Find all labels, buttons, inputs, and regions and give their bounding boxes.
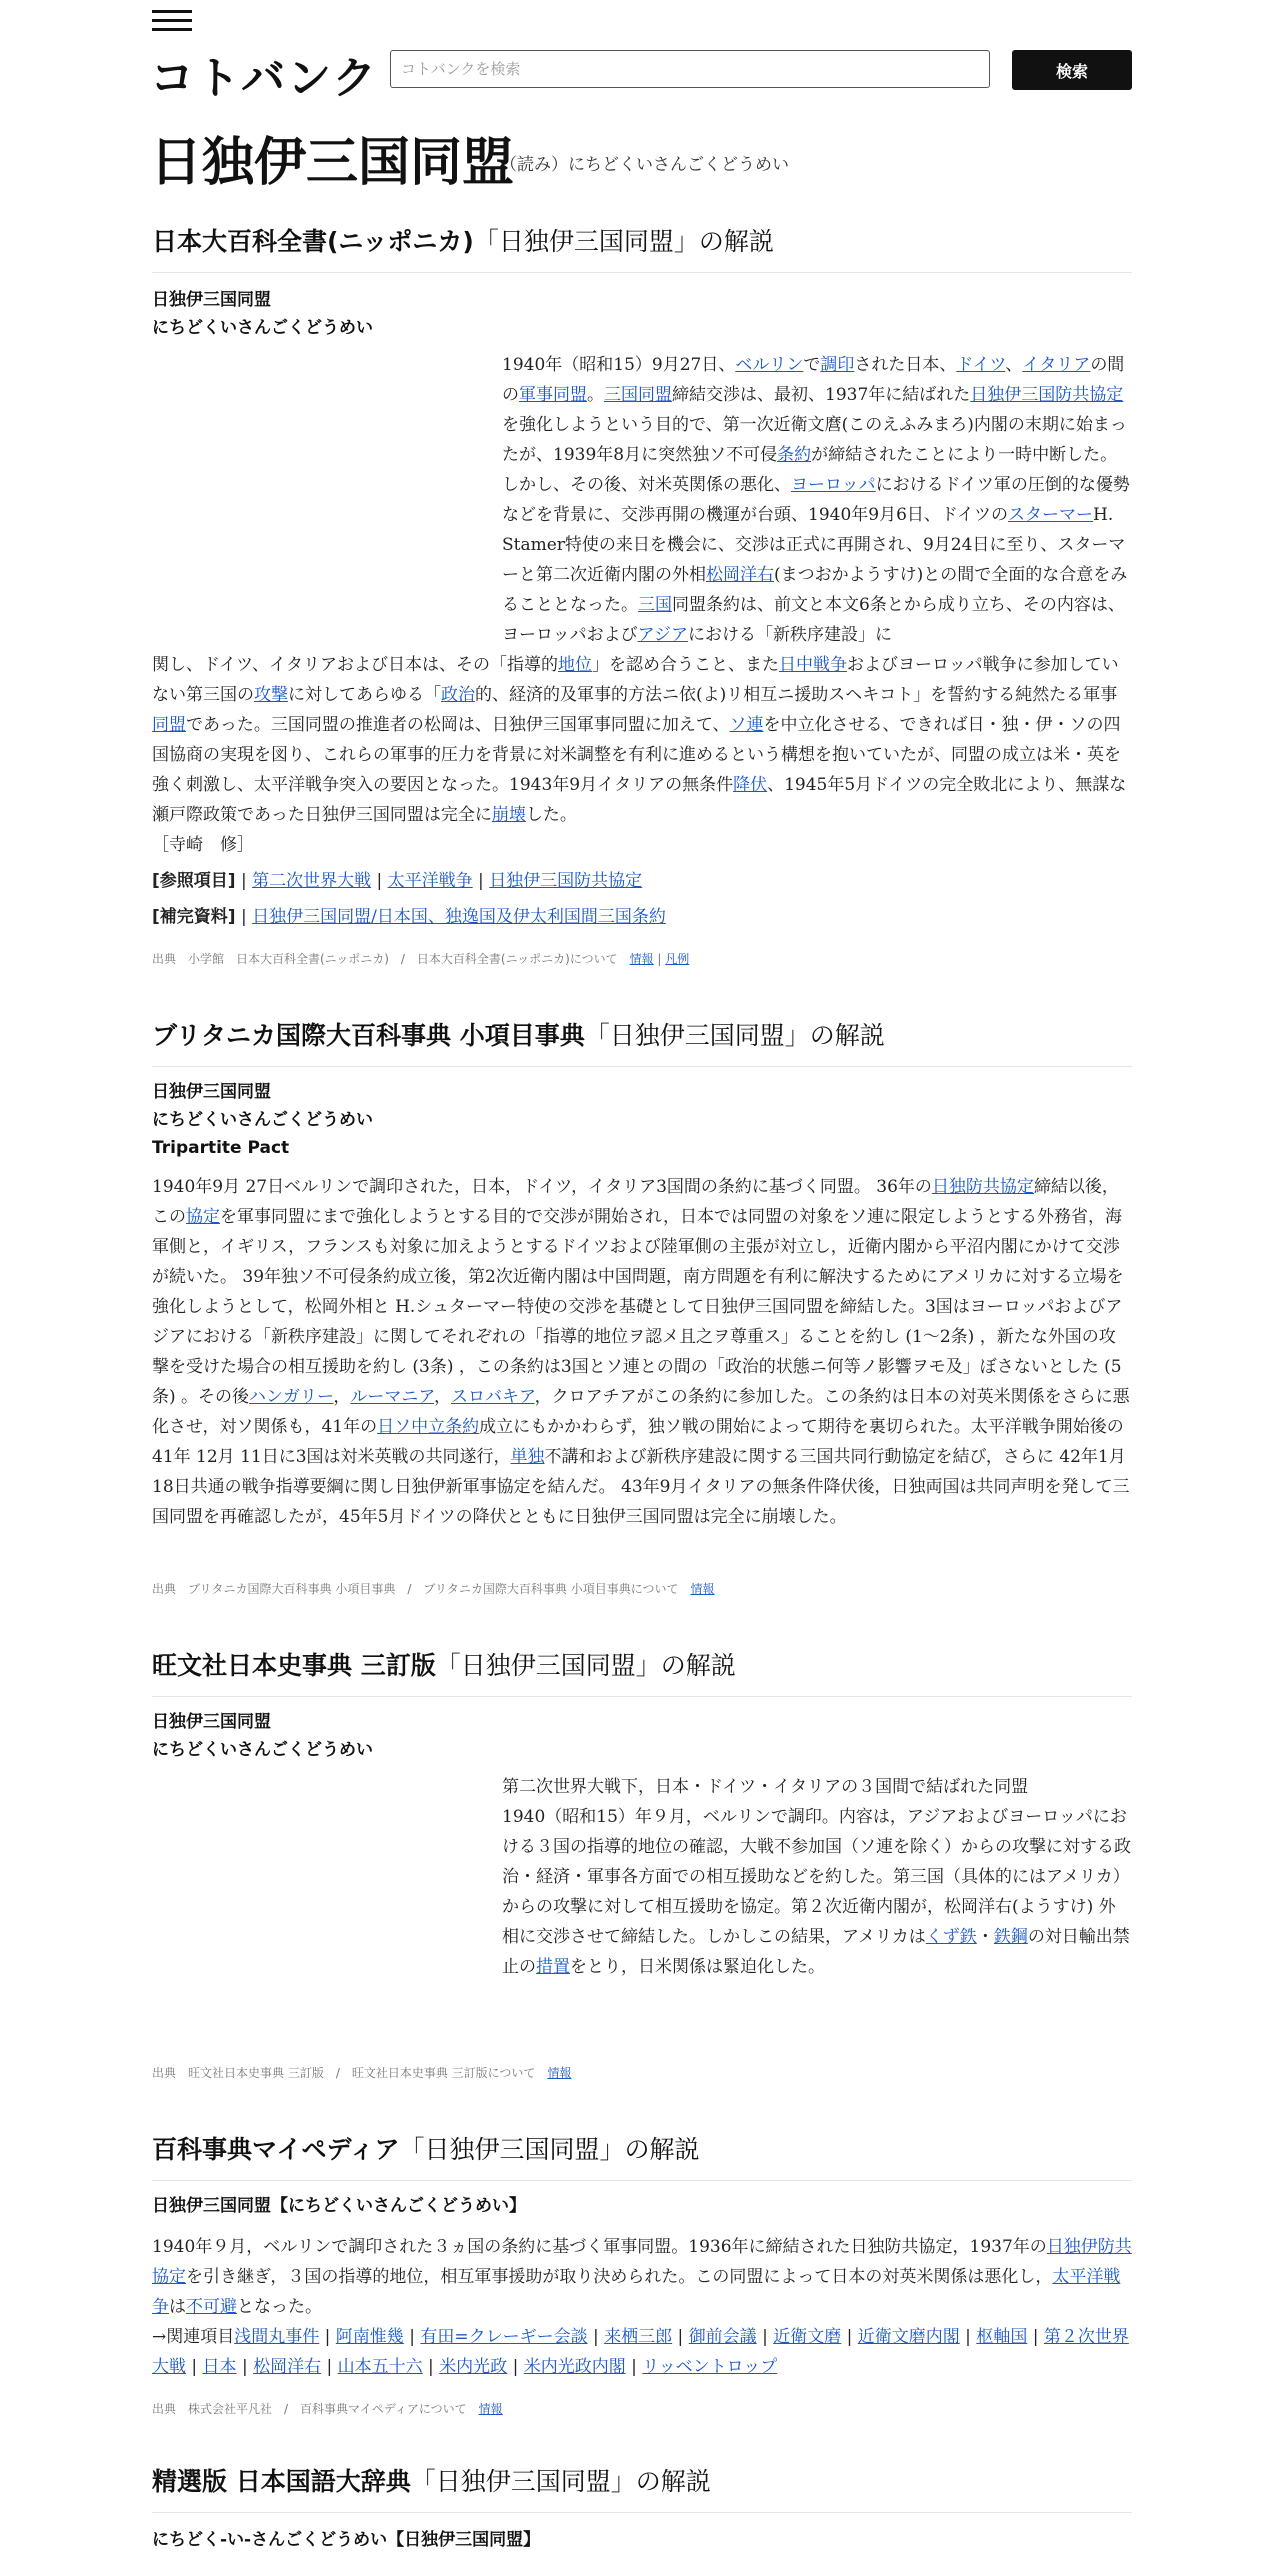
reference-items: [参照項目] | 第二次世界大戦 | 太平洋戦争 | 日独伊三国防共協定	[152, 871, 643, 891]
inline-term-link[interactable]: 米内光政	[439, 2357, 508, 2377]
search-button[interactable]: 検索	[1012, 50, 1132, 90]
inline-term-link[interactable]: ハンガリー	[249, 1387, 334, 1407]
source-line: 出典 旺文社日本史事典 三訂版 / 旺文社日本史事典 三訂版について 情報	[152, 2066, 572, 2080]
source-info-link[interactable]: 情報	[690, 1582, 715, 1596]
article-body: 第二次世界大戦下，日本・ドイツ・イタリアの３国間で結ばれた同盟 1940（昭和15）年９月，ベルリンで調印。内容は，アジアおよびヨーロッパにおける３国の指導的地位の確認，大戦不参加国（ソ連を除く）からの攻撃に対する政治・経済・軍事各方面での相互援助などを約した。第三国（具体的にはアメリカ）からの攻撃に対して相互援助を協定。第２次近衛内閣が，松岡洋右(ようすけ) 外相に交渉させて締結した。しかしこの結果，アメリカはくず鉄・鉄鋼の対日輸出禁止の措置をとり，日米関係は緊迫化した。	[502, 1777, 1131, 1977]
source-line: 出典 小学館 日本大百科全書(ニッポニカ) / 日本大百科全書(ニッポニカ)について 情報 | 凡例	[152, 952, 690, 966]
inline-term-link[interactable]: ソ連	[729, 715, 764, 735]
term-heading: 日独伊三国同盟 にちどくいさんごくどうめい	[152, 1712, 373, 1760]
menu-icon[interactable]	[152, 10, 192, 32]
section-heading-nipponica: 日本大百科全書(ニッポニカ)「日独伊三国同盟」の解説	[152, 222, 1132, 273]
source-info-link[interactable]: 情報	[547, 2066, 572, 2080]
ref-link[interactable]: 日独伊三国防共協定	[489, 871, 643, 891]
inline-term-link[interactable]: 政治	[441, 685, 475, 705]
inline-term-link[interactable]: 松岡洋右	[253, 2357, 322, 2377]
inline-term-link[interactable]: 日独伊三国防共協定	[970, 385, 1124, 405]
source-line: 出典 ブリタニカ国際大百科事典 小項目事典 / ブリタニカ国際大百科事典 小項目事典について 情報	[152, 1582, 715, 1596]
inline-term-link[interactable]: くず鉄	[925, 1927, 977, 1947]
inline-term-link[interactable]: 日本	[202, 2357, 237, 2377]
inline-term-link[interactable]: 日中戦争	[778, 655, 847, 675]
source-info-link[interactable]: 情報	[478, 2402, 503, 2416]
inline-term-link[interactable]: 単独	[510, 1447, 545, 1467]
inline-term-link[interactable]: 三国	[638, 595, 672, 615]
source-info-link[interactable]: 情報	[629, 952, 654, 966]
section-heading-obunsha: 旺文社日本史事典 三訂版「日独伊三国同盟」の解説	[152, 1646, 1132, 1697]
inline-term-link[interactable]: スターマー	[1008, 505, 1094, 525]
inline-term-link[interactable]: 三国同盟	[604, 385, 672, 405]
section-heading-nikkoku: 精選版 日本国語大辞典「日独伊三国同盟」の解説	[152, 2462, 1132, 2513]
inline-term-link[interactable]: 太平洋戦争	[152, 2267, 1121, 2317]
inline-term-link[interactable]: 同盟	[152, 715, 186, 735]
sup-link[interactable]: 日独伊三国同盟/日本国、独逸国及伊太利国間三国条約	[252, 907, 666, 927]
inline-term-link[interactable]: 攻撃	[254, 685, 288, 705]
inline-term-link[interactable]: ルーマニア	[350, 1387, 435, 1407]
inline-term-link[interactable]: リッベントロップ	[642, 2357, 778, 2377]
inline-term-link[interactable]: イタリア	[1022, 355, 1091, 375]
supplementary-items: [補完資料] | 日独伊三国同盟/日本国、独逸国及伊太利国間三国条約	[152, 907, 666, 927]
inline-term-link[interactable]: 崩壊	[491, 805, 526, 825]
inline-term-link[interactable]: 協定	[186, 1207, 220, 1227]
site-logo[interactable]: コトバンク	[150, 53, 379, 104]
inline-term-link[interactable]: 鉄鋼	[993, 1927, 1028, 1947]
term-heading: にちどく‐い‐さんごくどうめい【日独伊三国同盟】	[152, 2530, 541, 2550]
ref-link[interactable]: 太平洋戦争	[387, 871, 473, 891]
inline-term-link[interactable]: 近衛文磨	[773, 2327, 842, 2347]
inline-term-link[interactable]: 不可避	[186, 2297, 237, 2317]
inline-term-link[interactable]: 日独伊防共協定	[152, 2237, 1132, 2287]
inline-term-link[interactable]: 措置	[536, 1957, 570, 1977]
inline-term-link[interactable]: 調印	[820, 355, 855, 375]
inline-term-link[interactable]: 地位	[557, 655, 592, 675]
page-title: 日独伊三国同盟	[150, 133, 515, 193]
inline-term-link[interactable]: 浅間丸事件	[234, 2327, 320, 2347]
inline-term-link[interactable]: 有田=クレーギー会談	[420, 2327, 588, 2347]
inline-term-link[interactable]: 枢軸国	[976, 2327, 1028, 2347]
inline-term-link[interactable]: 軍事同盟	[519, 385, 587, 405]
inline-term-link[interactable]: 御前会議	[688, 2327, 757, 2347]
article-body-cont: 関し、ドイツ、イタリアおよび日本は、その「指導的地位」を認め合うこと、また日中戦争およびヨーロッパ戦争に参加していない第三国の攻撃に対してあらゆる「政治的、経済的及軍事的方法ニ依(よ)リ相互ニ援助スヘキコト」を誓約する純然たる軍事同盟であった。三国同盟の推進者の松岡は、日独伊三国軍事同盟に加えて、ソ連を中立化させる、できれば日・独・伊・ソの四国協商の実現を図り、これらの軍事的圧力を背景に対米調整を有利に進めるという構想を抱いていたが、同盟の成立は米・英を強く刺激し、太平洋戦争突入の要因となった。1943年9月イタリアの無条件降伏、1945年5月ドイツの完全敗北により、無謀な瀬戸際政策であった日独伊三国同盟は完全に崩壊した。	[152, 655, 1127, 825]
article-body: 1940年９月，ベルリンで調印された３ヵ国の条約に基づく軍事同盟。1936年に締結された日独防共協定，1937年の日独伊防共協定を引き継ぎ，３国の指導的地位，相互軍事援助が取り決められた。この同盟によって日本の対英米関係は悪化し，太平洋戦争は不可避となった。 →関連項目浅間丸事件 | 阿南惟幾 | 有田=クレーギー会談 | 来栖三郎 | 御前会議 | 近衛文磨 | 近衛文磨内閣 | 枢軸国 | 第２次世界大戦 | 日本 | 松岡洋右 | 山本五十六 | 米内光政 | 米内光政内閣 | リッベントロップ	[152, 2237, 1132, 2377]
section-heading-britannica: ブリタニカ国際大百科事典 小項目事典「日独伊三国同盟」の解説	[152, 1016, 1132, 1067]
page-reading: （読み）にちどくいさんごくどうめい	[500, 155, 789, 175]
term-heading: 日独伊三国同盟【にちどくいさんごくどうめい】	[152, 2196, 526, 2216]
inline-term-link[interactable]: 条約	[777, 445, 812, 465]
inline-term-link[interactable]: 松岡洋右	[706, 565, 774, 585]
inline-term-link[interactable]: 降伏	[733, 775, 768, 795]
term-heading: 日独伊三国同盟 にちどくいさんごくどうめい	[152, 290, 373, 338]
inline-term-link[interactable]: 米内光政内閣	[523, 2357, 626, 2377]
inline-term-link[interactable]: ドイツ	[956, 355, 1006, 375]
inline-term-link[interactable]: スロバキア	[451, 1387, 535, 1407]
source-line: 出典 株式会社平凡社 / 百科事典マイペディアについて 情報	[152, 2402, 503, 2416]
article-body: 1940年（昭和15）9月27日、ベルリンで調印された日本、ドイツ、イタリアの間の軍事同盟。三国同盟締結交渉は、最初、1937年に結ばれた日独伊三国防共協定を強化しようという目的で、第一次近衛文麿(このえふみまろ)内閣の末期に始まったが、1939年8月に突然独ソ不可侵条約が締結されたことにより一時中断した。しかし、その後、対米英関係の悪化、ヨーロッパにおけるドイツ軍の圧倒的な優勢などを背景に、交渉再開の機運が台頭、1940年9月6日、ドイツのスターマーH. Stamer特使の来日を機会に、交渉は正式に再開され、9月24日に至り、スターマーと第二次近衛内閣の外相松岡洋右(まつおかようすけ)との間で全面的な合意をみることとなった。三国同盟条約は、前文と本文6条とから成り立ち、その内容は、ヨーロッパおよびアジアにおける「新秩序建設」に	[502, 355, 1130, 645]
inline-term-link[interactable]: 近衛文磨内閣	[857, 2327, 960, 2347]
source-legend-link[interactable]: 凡例	[665, 952, 690, 966]
inline-term-link[interactable]: 第２次世界大戦	[152, 2327, 1129, 2377]
inline-term-link[interactable]: 山本五十六	[337, 2357, 423, 2377]
inline-term-link[interactable]: 来栖三郎	[604, 2327, 673, 2347]
inline-term-link[interactable]: 阿南惟幾	[335, 2327, 404, 2347]
inline-term-link[interactable]: ベルリン	[735, 355, 804, 375]
search-input[interactable]: コトバンクを検索	[390, 50, 990, 88]
ref-link[interactable]: 第二次世界大戦	[252, 871, 372, 891]
inline-term-link[interactable]: アジア	[637, 625, 688, 645]
author: ［寺崎 修］	[152, 835, 254, 855]
section-heading-mypedia: 百科事典マイペディア「日独伊三国同盟」の解説	[152, 2130, 1132, 2181]
inline-term-link[interactable]: 日ソ中立条約	[377, 1417, 480, 1437]
inline-term-link[interactable]: ヨーロッパ	[791, 475, 876, 495]
term-heading: 日独伊三国同盟 にちどくいさんごくどうめい Tripartite Pact	[152, 1082, 373, 1158]
inline-term-link[interactable]: 日独防共協定	[931, 1177, 1034, 1197]
article-body: 1940年9月 27日ベルリンで調印された，日本，ドイツ，イタリア3国間の条約に基づく同盟。 36年の日独防共協定締結以後，この協定を軍事同盟にまで強化しようとする目的で交渉が開始され，日本では同盟の対象をソ連に限定しようとする外務省，海軍側と，イギリス，フランスも対象に加えようとするドイツおよび陸軍側の主張が対立し，近衛内閣から平沼内閣にかけて交渉が続いた。 39年独ソ不可侵条約成立後，第2次近衛内閣は中国問題，南方問題を有利に解決するためにアメリカに対する立場を強化しようとして，松岡外相と H.シュターマー特使の交渉を基礎として日独伊三国同盟を締結した。3国はヨーロッパおよびアジアにおける「新秩序建設」に関してそれぞれの「指導的地位ヲ認メ且之ヲ尊重ス」ることを約し (1～2条) ，新たな外国の攻撃を受けた場合の相互援助を約し (3条) ，この条約は3国とソ連との間の「政治的状態ニ何等ノ影響ヲモ及」ぼさないとした (5条) 。その後ハンガリー，ルーマニア，スロバキア，クロアチアがこの条約に参加した。この条約は日本の対英米関係をさらに悪化させ，対ソ関係も，41年の日ソ中立条約成立にもかかわらず，独ソ戦の開始によって期待を裏切られた。太平洋戦争開始後の 41年 12月 11日に3国は対米英戦の共同遂行，単独不講和および新秩序建設に関する三国共同行動協定を結び，さらに 42年1月 18日共通の戦争指導要綱に関し日独伊新軍事協定を結んだ。 43年9月イタリアの無条件降伏後，日独両国は共同声明を発して三国同盟を再確認したが，45年5月ドイツの降伏とともに日独伊三国同盟は完全に崩壊した。	[152, 1177, 1130, 1527]
